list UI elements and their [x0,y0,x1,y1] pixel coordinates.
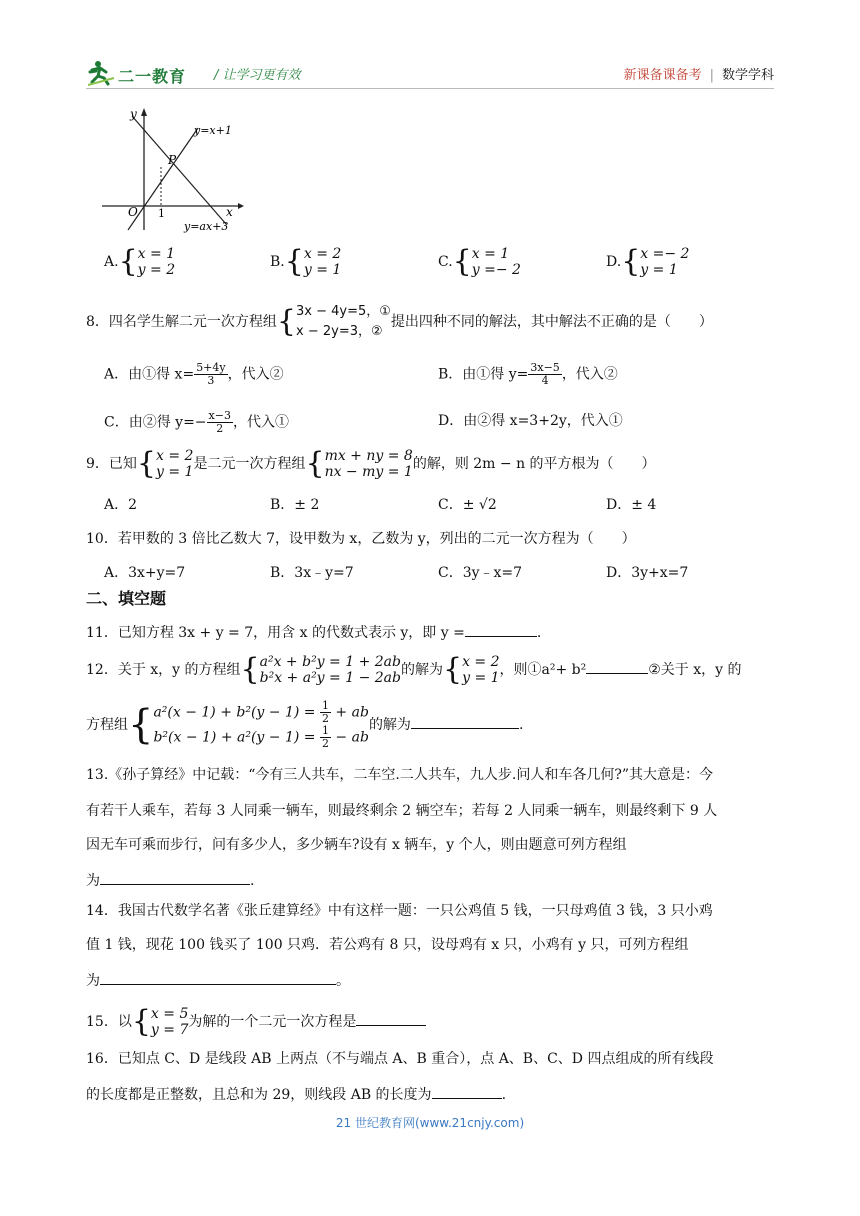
q7-c-label: C. [438,254,453,270]
q8-c-text: C．由②得 y=− [104,414,207,431]
q14-blank [100,970,336,985]
q7-a-line1: x = 1 [137,246,176,262]
q7-d-line2: y = 1 [640,262,678,278]
q8-option-c [104,410,289,435]
q13-l4: 为 [86,873,100,889]
q7-d-line1: x =− 2 [640,246,690,262]
q13-line3: 因无车可乘而步行，问有多少人，多少辆车?设有 x 辆车，y 个人，则由题意可列方程组 [86,837,627,853]
q7-d-label: D. [606,254,622,270]
q12-end: . [518,717,524,733]
q8-c-den: 2 [216,422,224,435]
logo-text: 二一教育 [118,67,187,86]
q12-f1-tail: + ab [330,704,369,721]
origin-label: O [128,205,138,219]
q9-mid: 是二元一次方程组 [193,456,306,472]
q12-eq1: a²x + b²y = 1 + 2ab [259,654,401,670]
q14-l3: 为 [86,973,100,989]
q10-stem: 10．若甲数的 3 倍比乙数大 7，设甲数为 x，乙数为 y，列出的二元一次方程为（ ） [86,531,636,547]
q12-f2-num: 1 [321,724,329,737]
q8-stem-tail: 提出四种不同的解法，其中解法不正确的是（ ） [390,314,713,330]
q8-eq1: 3x − 4y=5，① [296,304,391,319]
q8-option-d [438,412,623,430]
header-subject [624,64,774,83]
q12-pre: 12．关于 x，y 的方程组 [86,662,241,678]
q8-c-num: x−3 [208,409,231,422]
q14-end: 。 [336,973,350,989]
q9-option-d: D．± 4 [606,497,657,513]
q12-line2-post: 的解为 [368,717,411,733]
section-heading: 二、填空题 [86,589,167,608]
q12-f2-tail: − ab [330,729,369,746]
q8-a-text: A．由①得 x= [104,366,195,383]
q9-post: 的解，则 2m − n 的平方根为（ ） [412,456,656,472]
q12-f2-den: 2 [321,737,329,750]
q8-option-a [104,362,284,387]
q7-option-a: A.{x = 1 y = 2 [104,244,176,279]
q16-blank [432,1084,502,1099]
q12-sol2: y = 1 [462,670,500,686]
q10-option-b: B．3x﹣y=7 [270,565,354,581]
q12-line2: 方程组{a²(x − 1) + b²(y − 1) = $\frac{1}{2}$ + ab b²(x − 1) + a²(y − 1) = $\frac{1}{2}$ − ab的解为 . [86,699,524,750]
q11 [86,622,541,642]
q11-blank [465,622,537,637]
q9-sol2: y = 1 [156,464,194,480]
q12-blank2 [411,714,519,729]
q12-line2-pre: 方程组 [86,717,128,733]
q10-option-a: A．3x+y=7 [104,565,186,581]
q8-a-den: 3 [207,374,215,387]
q10-option-d: D．3y+x=7 [606,565,689,581]
q10-option-c: C．3y﹣x=7 [438,565,523,581]
q8-option-b [438,362,618,387]
q12-sol1: x = 2 [462,654,500,670]
q12-eq2: b²x + a²y = 1 − 2ab [259,670,401,686]
q8-d-text: D．由②得 x=3+2y，代入① [438,413,623,429]
q16-line1: 16．已知点 C、D 是线段 AB 上两点（不与端点 A、B 重合），点 A、B、C、D 四点组成的所有线段 [86,1051,714,1067]
q8-stem: 8．四名学生解二元一次方程组{3x − 4y=5，① x − 2y=3，②提出四种不同的解法，其中解法不正确的是（ ） [86,304,713,339]
q15-blank [356,1011,426,1026]
q14-line2: 值 1 钱，现花 100 钱买了 100 只鸡．若公鸡有 8 只，设母鸡有 x 只，小鸡有 y 只，可列方程组 [86,937,689,953]
q7-option-b: B.{x = 2 y = 1 [270,244,342,279]
q8-b-tail: ，代入② [561,366,618,383]
q13-line4 [86,870,254,890]
q7-b-label: B. [270,254,285,270]
q9-sol1: x = 2 [156,448,194,464]
q9-eq2: nx − my = 1 [324,464,413,480]
slogan: / 让学习更有效 [214,68,301,83]
q8-a-tail: ，代入② [227,366,284,383]
q15-pre: 15．以 [86,1014,132,1030]
q7-b-line2: y = 1 [303,262,342,278]
q16-line2 [86,1084,506,1104]
q12-mid: 的解为 [400,662,443,678]
q7-option-d: D.{x =− 2 y = 1 [606,244,690,279]
page-header [86,58,774,90]
line2-label: y=ax+3 [184,220,229,233]
q14-line3 [86,970,350,990]
q8-a-num: 5+4y [196,361,226,374]
header-separator: | [709,68,714,83]
q12-f1-den: 2 [321,712,329,725]
q8-b-text: B．由①得 y= [438,366,529,383]
q9-pre: 9．已知 [86,456,137,472]
x-axis-label: x [226,205,233,219]
q8-eq2: x − 2y=3，② [296,324,383,339]
q7-b-line1: x = 2 [303,246,342,262]
q7-c-line1: x = 1 [471,246,510,262]
header-course-label: 新课备课备考 [623,68,702,83]
q13-blank [100,870,250,885]
q9-option-b: B．± 2 [270,497,320,513]
q13-line1: 13.《孙子算经》中记载：“今有三人共车，二车空.二人共车，九人步.问人和车各几何?”其大意是：今 [86,767,713,783]
linear-graph-figure [98,104,248,234]
q15-sol2: y = 7 [150,1022,189,1038]
q12-f1: a²(x − 1) + b²(y − 1) = [153,704,320,721]
q16-l2: 的长度都是正整数，且总和为 29，则线段 AB 的长度为 [86,1087,432,1103]
q7-a-label: A. [104,254,119,270]
q11-text: 11．已知方程 3x + y = 7，用含 x 的代数式表示 y，即 y = [86,625,465,641]
q9-stem: 9．已知{x = 2 y = 1是二元一次方程组{mx + ny = 8 nx − my = 1的解，则 2m − n 的平方根为（ ） [86,446,656,481]
q15: 15．以{x = 5 y = 7为解的一个二元一次方程是 [86,1006,426,1038]
page-footer: 21 世纪教育网(www.21cnjy.com) [335,1116,525,1130]
q9-eq1: mx + ny = 8 [324,448,413,464]
line1-label: y=x+1 [194,124,232,137]
q12-f2: b²(x − 1) + a²(y − 1) = [153,729,320,746]
q15-sol1: x = 5 [150,1006,189,1022]
q8-b-num: 3x−5 [530,361,560,374]
q8-b-den: 4 [541,374,549,387]
q7-c-line2: y =− 2 [471,262,521,278]
q9-option-a: A．2 [104,497,138,513]
q13-end: . [250,873,255,889]
q15-post: 为解的一个二元一次方程是 [188,1014,357,1030]
header-subject-label: 数学学科 [721,68,774,83]
q12-blank1 [586,659,648,674]
q16-end: . [501,1087,507,1103]
q9-option-c: C．± √2 [438,497,497,513]
tick-label: 1 [158,207,165,220]
q8-stem-text: 8．四名学生解二元一次方程组 [86,314,277,330]
q12-mid2: ，则①a²+ b² [499,662,587,678]
header-divider [86,88,774,89]
y-axis-label: y [130,107,137,121]
q14-line1: 14．我国古代数学名著《张丘建算经》中有这样一题：一只公鸡值 5 钱，一只母鸡值 3 钱，3 只小鸡 [86,903,713,919]
q13-line2: 有若干人乘车，若每 3 人同乘一辆车，则最终剩余 2 辆空车；若每 2 人同乘一辆车，则最终剩下 9 人 [86,803,718,819]
q12-post: ②关于 x，y 的 [648,662,742,678]
q11-end: . [536,625,542,641]
point-label: P [168,153,177,167]
q12-f1-num: 1 [321,699,329,712]
q12-line1: 12．关于 x，y 的方程组{a²x + b²y = 1 + 2ab b²x + a²y = 1 − 2ab的解为{x = 2 y = 1，则①a²+ b² ②关于 x，y 的 [86,652,742,687]
q7-a-line2: y = 2 [137,262,176,278]
q7-option-c: C.{x = 1 y =− 2 [438,244,521,279]
q8-c-tail: ，代入① [232,414,289,431]
